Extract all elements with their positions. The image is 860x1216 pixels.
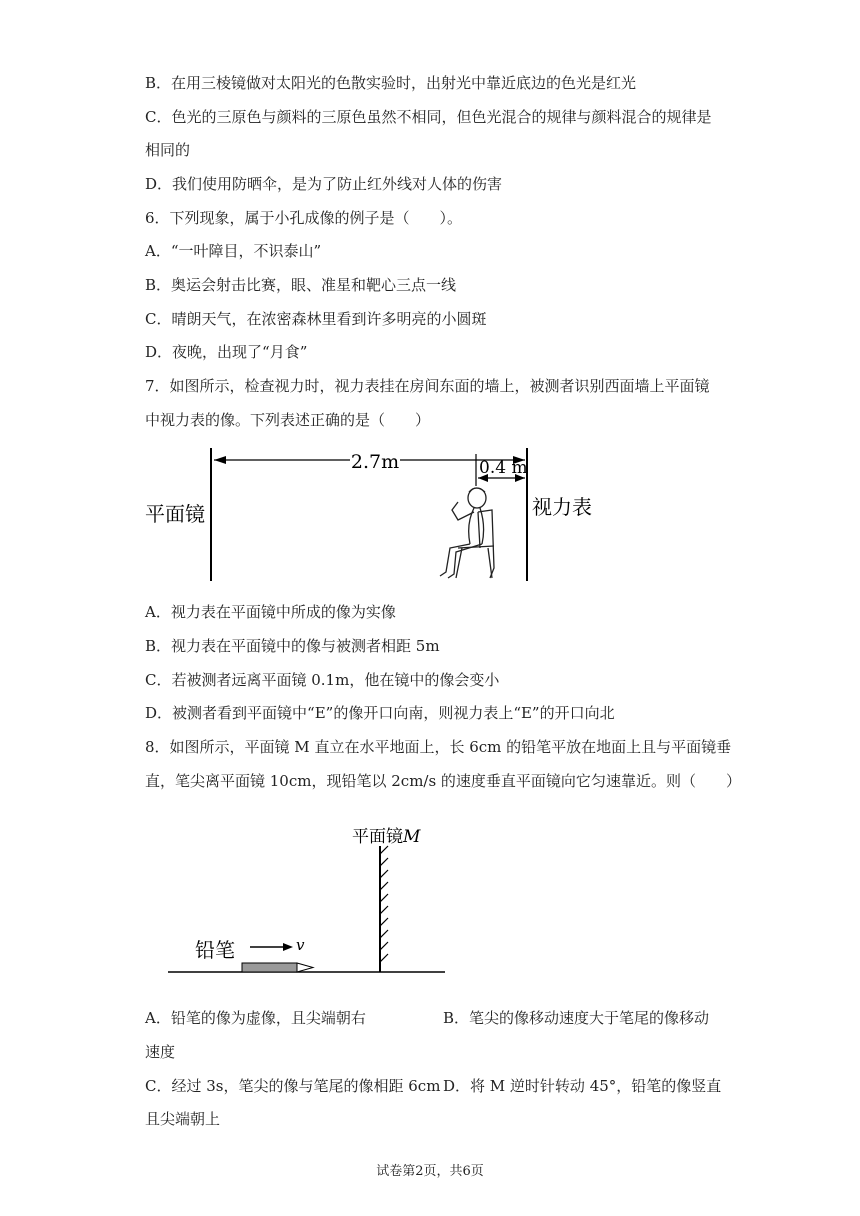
q8-option-b-line1: B．笔尖的像移动速度大于笔尾的像移动 — [443, 1009, 710, 1027]
q8-velocity-symbol: v — [296, 936, 305, 954]
q6-option-d: D．夜晚，出现了“月食” — [145, 343, 308, 361]
q6-option-c: C．晴朗天气，在浓密森林里看到许多明亮的小圆斑 — [145, 310, 487, 328]
q6-option-a: A．“一叶障目，不识泰山” — [145, 242, 322, 260]
q7-mirror-label: 平面镜 — [145, 502, 205, 526]
q8-pencil — [242, 963, 313, 972]
q8-option-d-line1: D．将 M 逆时针转动 45°，铅笔的像竖直 — [443, 1077, 722, 1095]
q8-option-c: C．经过 3s，笔尖的像与笔尾的像相距 6cm — [145, 1077, 441, 1095]
q7-chart-label: 视力表 — [532, 495, 592, 519]
q8-stem-line2: 直，笔尖离平面镜 10cm，现铅笔以 2cm/s 的速度垂直平面镜向它匀速靠近。则（ ） — [145, 772, 741, 790]
q8-option-a: A．铅笔的像为虚像，且尖端朝右 — [145, 1009, 366, 1027]
q5-option-c-line2: 相同的 — [145, 141, 191, 159]
page-footer: 试卷第2页，共6页 — [376, 1164, 484, 1179]
q5-option-b: B．在用三棱镜做对太阳光的色散实验时，出射光中靠近底边的色光是红光 — [145, 74, 637, 92]
q8-stem-line1: 8．如图所示，平面镜 M 直立在水平地面上，长 6cm 的铅笔平放在地面上且与平面镜垂 — [145, 738, 732, 756]
q7-figure — [0, 440, 860, 590]
q8-figure — [0, 820, 860, 990]
q6-option-b: B．奥运会射击比赛，眼、准星和靶心三点一线 — [145, 276, 457, 294]
q7-option-d: D．被测者看到平面镜中“E”的像开口向南，则视力表上“E”的开口向北 — [145, 704, 615, 722]
q7-dist-small-label: 0.4 m — [479, 458, 528, 478]
q5-option-d: D．我们使用防晒伞，是为了防止红外线对人体的伤害 — [145, 175, 503, 193]
q8-mirror-hatching — [380, 846, 388, 962]
q7-option-a: A．视力表在平面镜中所成的像为实像 — [145, 603, 396, 621]
q8-pencil-label: 铅笔 — [195, 938, 235, 962]
q8-option-d-line2: 且尖端朝上 — [145, 1110, 221, 1128]
q7-option-b: B．视力表在平面镜中的像与被测者相距 5m — [145, 637, 440, 655]
q7-person-illustration — [440, 488, 494, 578]
q7-option-c: C．若被测者远离平面镜 0.1m，他在镜中的像会变小 — [145, 671, 500, 689]
q7-dist-total-label: 2.7m — [350, 451, 400, 473]
q6-stem: 6．下列现象，属于小孔成像的例子是（ ）。 — [145, 209, 463, 227]
q8-option-b-line2: 速度 — [145, 1043, 176, 1061]
q7-stem-line2: 中视力表的像。下列表述正确的是（ ） — [145, 411, 431, 429]
q7-stem-line1: 7．如图所示，检查视力时，视力表挂在房间东面的墙上，被测者识别西面墙上平面镜 — [145, 377, 710, 395]
q8-mirror-label: 平面镜M — [352, 827, 421, 847]
q5-option-c-line1: C．色光的三原色与颜料的三原色虽然不相同，但色光混合的规律与颜料混合的规律是 — [145, 108, 712, 126]
